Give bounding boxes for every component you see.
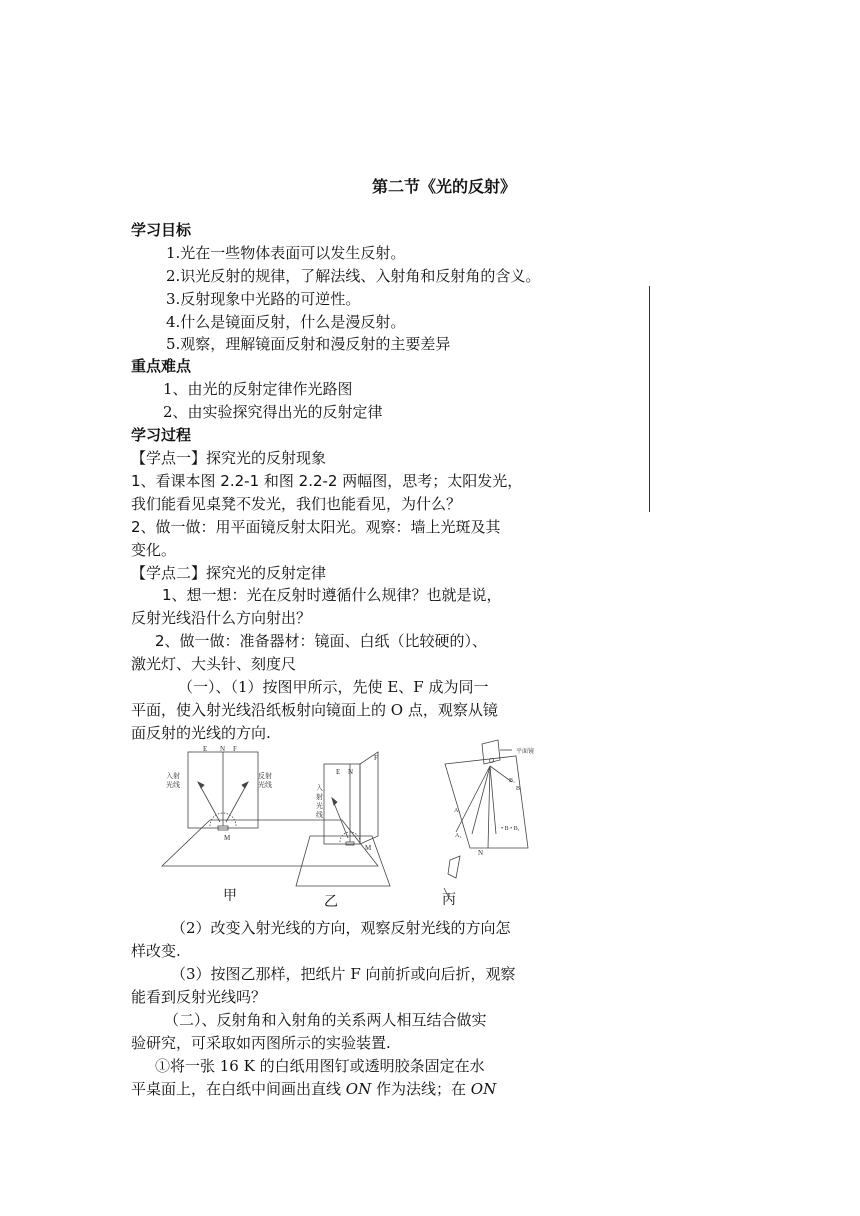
- point-label: A₁: [454, 808, 461, 814]
- section-heading-process: 学习过程: [131, 426, 192, 444]
- paragraph-line: 激光灯、大头针、刻度尺: [131, 655, 297, 673]
- subsection-heading: 【学点二】探究光的反射定律: [131, 564, 327, 582]
- text-run-italic: ON: [470, 1080, 497, 1098]
- paragraph-line: 我们能看见桌凳不发光，我们也能看见，为什么？: [131, 495, 462, 513]
- paragraph-line: 变化。: [131, 541, 177, 559]
- paragraph-line: 2、做一做：用平面镜反射太阳光。观察：墙上光斑及其: [131, 518, 501, 536]
- goal-item: 4.什么是镜面反射，什么是漫反射。: [166, 313, 406, 331]
- goal-item: 5.观察，理解镜面反射和漫反射的主要差异: [166, 335, 451, 353]
- paragraph-line: 1、想一想：光在反射时遵循什么规律？也就是说，: [162, 586, 502, 604]
- text-run-italic: ON: [345, 1080, 372, 1098]
- keypoint-item: 1、由光的反射定律作光路图: [163, 380, 353, 398]
- goal-item: 3.反射现象中光路的可逆性。: [166, 290, 361, 308]
- page-title: 第二节《光的反射》: [372, 177, 517, 196]
- incident-label: 入射: [166, 772, 180, 780]
- goal-item: 1.光在一些物体表面可以发生反射。: [166, 244, 406, 262]
- goal-item: 2.识光反射的规律，了解法线、入射角和反射角的含义。: [166, 267, 541, 285]
- paragraph-line: 1、看课本图 2.2-1 和图 2.2-2 两幅图，思考；太阳发光，: [131, 472, 523, 490]
- paragraph-line: 平面，使入射光线沿纸板射向镜面上的 O 点，观察从镜: [131, 701, 498, 719]
- paragraph-line: 反射光线沿什么方向射出？: [131, 609, 312, 627]
- label-F: F: [233, 745, 237, 753]
- section-heading-keypoints: 重点难点: [131, 357, 192, 375]
- incident-label: 线: [316, 811, 323, 819]
- paragraph-line: [131, 1078, 496, 1099]
- figure-jia: [162, 752, 378, 866]
- mirror-label: 平面镜: [516, 749, 535, 755]
- subsection-heading: 【学点一】探究光的反射现象: [131, 449, 327, 467]
- incident-label: 入: [316, 784, 323, 792]
- text-run: 平桌面上，在白纸中间画出直线: [131, 1080, 346, 1098]
- point-label: • B • B₁: [501, 826, 520, 832]
- paragraph-line: 2、做一做：准备器材：镜面、白纸（比较硬的）、: [155, 632, 488, 650]
- reflected-label: 光线: [258, 781, 272, 789]
- incident-label: 光线: [166, 781, 180, 789]
- keypoint-item: 2、由实验探究得出光的反射定律: [163, 403, 383, 421]
- figure-caption-bing: 丙: [442, 893, 456, 908]
- label-N: N: [348, 768, 354, 776]
- incident-label: 光: [316, 802, 323, 810]
- figure-caption-yi: 乙: [324, 895, 338, 910]
- figure-bing: [444, 740, 528, 896]
- paragraph-line: ①将一张 16 K 的白纸用图钉或透明胶条固定在水: [155, 1057, 485, 1075]
- paragraph-line: （3）按图乙那样，把纸片 F 向前折或向后折，观察: [171, 965, 516, 983]
- point-label: B₁: [509, 778, 516, 784]
- label-N: N: [478, 849, 484, 857]
- margin-rule: [649, 286, 650, 512]
- label-E: E: [336, 768, 341, 776]
- label-O: O: [489, 757, 495, 765]
- paragraph-line: 验研究，可采取如丙图所示的实验装置.: [131, 1034, 391, 1052]
- paragraph-line: （二）、反射角和入射角的关系两人相互结合做实: [164, 1011, 487, 1029]
- text-run: 作为法线；在: [371, 1080, 471, 1098]
- section-heading-goals: 学习目标: [131, 221, 192, 239]
- incident-label: 射: [316, 793, 323, 801]
- paragraph-line: 面反射的光线的方向.: [131, 724, 271, 742]
- label-N: N: [220, 745, 226, 753]
- label-M: M: [365, 844, 372, 852]
- label-E: E: [203, 745, 208, 753]
- reflection-experiment-figure: [150, 738, 570, 910]
- paragraph-line: （一）、（1）按图甲所示，先使 E、F 成为同一: [178, 678, 489, 696]
- point-label: B: [516, 786, 521, 792]
- figure-caption-jia: 甲: [223, 889, 237, 904]
- point-label: A₁: [455, 833, 462, 839]
- label-F: F: [374, 754, 378, 762]
- reflected-label: 反射: [258, 772, 272, 780]
- label-M: M: [224, 834, 231, 842]
- paragraph-line: 样改变.: [131, 942, 181, 960]
- paragraph-line: （2）改变入射光线的方向，观察反射光线的方向怎: [171, 919, 511, 937]
- paragraph-line: 能看到反射光线吗？: [131, 988, 267, 1006]
